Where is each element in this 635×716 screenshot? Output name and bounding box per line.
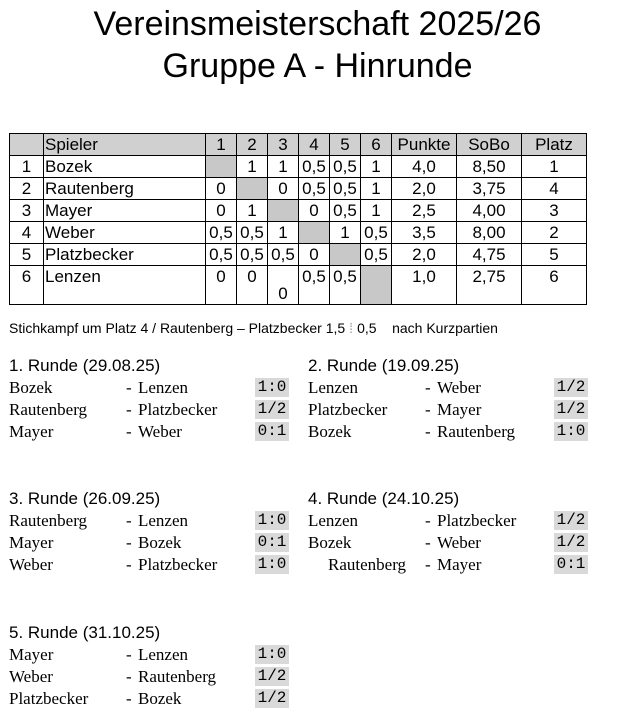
dash: - xyxy=(126,667,132,686)
game-row xyxy=(308,421,586,443)
player-white: Weber xyxy=(9,555,53,574)
result-cell: 0,5 xyxy=(361,222,392,244)
player-name: Lenzen xyxy=(44,266,206,305)
sobo-cell: 8,50 xyxy=(457,156,522,178)
row-number: 6 xyxy=(10,266,44,305)
player-white: Rautenberg xyxy=(328,555,407,574)
player-black: Lenzen xyxy=(138,511,189,530)
game-result: 0:1 xyxy=(554,555,588,574)
dash: - xyxy=(425,378,431,397)
player-white: Mayer xyxy=(9,533,54,552)
game-result: 1:0 xyxy=(255,511,289,530)
sobo-cell: 4,75 xyxy=(457,244,522,266)
player-white: Platzbecker xyxy=(308,400,388,419)
sobo-cell: 2,75 xyxy=(457,266,522,305)
game-result: 0:1 xyxy=(255,422,289,441)
game-result: 1/2 xyxy=(554,511,588,530)
punkte-cell: 1,0 xyxy=(392,266,457,305)
game-result: 1/2 xyxy=(554,378,588,397)
dash: - xyxy=(425,400,431,419)
round-title: 3. Runde (26.09.25) xyxy=(9,489,161,508)
round-2 xyxy=(308,355,586,443)
result-cell: 0,5 xyxy=(299,156,330,178)
table-row xyxy=(10,222,587,244)
player-white: Mayer xyxy=(9,645,54,664)
punkte-cell: 2,5 xyxy=(392,200,457,222)
player-white: Bozek xyxy=(9,378,53,397)
player-white: Rautenberg xyxy=(9,511,88,530)
game-result: 1:0 xyxy=(255,645,289,664)
result-cell: 0,5 xyxy=(237,222,268,244)
table-row xyxy=(10,178,587,200)
game-row xyxy=(308,554,586,576)
player-black: Weber xyxy=(437,378,481,397)
player-white: Weber xyxy=(9,667,53,686)
result-cell: 0 xyxy=(206,266,237,305)
row-number: 5 xyxy=(10,244,44,266)
self-cell xyxy=(206,156,237,178)
player-black: Weber xyxy=(138,422,182,441)
game-row xyxy=(9,421,287,443)
result-cell: 0,5 xyxy=(299,178,330,200)
round-title: 4. Runde (24.10.25) xyxy=(308,489,460,508)
dash: - xyxy=(126,378,132,397)
header-cell-punkte: Punkte xyxy=(392,134,457,156)
game-row xyxy=(9,666,287,688)
result-cell xyxy=(268,266,299,305)
game-row xyxy=(9,554,287,576)
round-title: 2. Runde (19.09.25) xyxy=(308,356,460,375)
header-cell: 6 xyxy=(361,134,392,156)
player-name: Platzbecker xyxy=(44,244,206,266)
sobo-cell: 4,00 xyxy=(457,200,522,222)
self-cell xyxy=(299,222,330,244)
self-cell xyxy=(237,178,268,200)
dash: - xyxy=(425,555,431,574)
result-cell: 0,5 xyxy=(361,244,392,266)
player-name: Mayer xyxy=(44,200,206,222)
dash: - xyxy=(126,555,132,574)
header-cell: 4 xyxy=(299,134,330,156)
table-row xyxy=(10,244,587,266)
game-row xyxy=(308,399,586,421)
round-3 xyxy=(9,488,287,576)
platz-cell: 4 xyxy=(522,178,587,200)
header-cell-platz: Platz xyxy=(522,134,587,156)
punkte-cell: 2,0 xyxy=(392,178,457,200)
player-white: Bozek xyxy=(308,422,352,441)
game-row xyxy=(308,377,586,399)
dash: - xyxy=(126,689,132,708)
game-result: 0:1 xyxy=(255,533,289,552)
round-4 xyxy=(308,488,586,576)
result-cell: 0 xyxy=(206,178,237,200)
table-header-row xyxy=(10,134,587,156)
stichkampf-separator: ⁞ xyxy=(349,320,354,336)
result-cell: 0,5 xyxy=(330,156,361,178)
stichkampf-suffix: nach Kurzpartien xyxy=(392,320,498,336)
game-result: 1:0 xyxy=(554,422,588,441)
player-white: Lenzen xyxy=(308,511,359,530)
result-cell: 0 xyxy=(299,200,330,222)
punkte-cell: 2,0 xyxy=(392,244,457,266)
header-cell: 3 xyxy=(268,134,299,156)
table-row xyxy=(10,156,587,178)
player-black: Lenzen xyxy=(138,378,189,397)
result-cell: 0,5 xyxy=(206,222,237,244)
game-row xyxy=(9,399,287,421)
dash: - xyxy=(425,533,431,552)
header-cell-sobo: SoBo xyxy=(457,134,522,156)
header-cell: 1 xyxy=(206,134,237,156)
sobo-cell: 3,75 xyxy=(457,178,522,200)
player-black: Rautenberg xyxy=(138,667,217,686)
dash: - xyxy=(126,422,132,441)
page-title: Vereinsmeisterschaft 2025/26 xyxy=(93,5,542,43)
result-cell: 0 xyxy=(237,266,268,305)
punkte-cell: 3,5 xyxy=(392,222,457,244)
platz-cell: 3 xyxy=(522,200,587,222)
stichkampf-score: 0,5 xyxy=(357,320,377,336)
standings-table xyxy=(9,133,587,305)
game-row xyxy=(9,644,287,666)
table-row xyxy=(10,266,587,305)
platz-cell: 2 xyxy=(522,222,587,244)
result-value: 0 xyxy=(278,284,288,303)
game-row xyxy=(308,532,586,554)
game-result: 1:0 xyxy=(255,378,289,397)
player-name: Rautenberg xyxy=(44,178,206,200)
game-result: 1/2 xyxy=(554,533,588,552)
game-result: 1/2 xyxy=(255,400,289,419)
sobo-cell: 8,00 xyxy=(457,222,522,244)
game-result: 1/2 xyxy=(554,400,588,419)
result-cell: 0,5 xyxy=(330,200,361,222)
result-cell: 0,5 xyxy=(299,266,330,305)
self-cell xyxy=(330,244,361,266)
platz-cell: 1 xyxy=(522,156,587,178)
table-row xyxy=(10,200,587,222)
result-cell: 0,5 xyxy=(206,244,237,266)
header-cell: 5 xyxy=(330,134,361,156)
result-cell: 0,5 xyxy=(268,244,299,266)
game-result: 1:0 xyxy=(255,555,289,574)
round-1 xyxy=(9,355,287,443)
player-black: Platzbecker xyxy=(138,555,218,574)
game-row xyxy=(9,510,287,532)
result-cell: 1 xyxy=(361,156,392,178)
round-5 xyxy=(9,622,287,710)
dash: - xyxy=(126,533,132,552)
player-black: Rautenberg xyxy=(437,422,516,441)
game-result: 1/2 xyxy=(255,667,289,686)
result-cell: 1 xyxy=(330,222,361,244)
header-cell-spieler: Spieler xyxy=(44,134,206,156)
header-cell xyxy=(10,134,44,156)
dash: - xyxy=(126,400,132,419)
result-cell: 1 xyxy=(361,178,392,200)
player-name: Weber xyxy=(44,222,206,244)
page-subtitle: Gruppe A - Hinrunde xyxy=(162,47,473,85)
result-cell: 1 xyxy=(237,156,268,178)
round-title: 1. Runde (29.08.25) xyxy=(9,356,161,375)
result-cell: 0 xyxy=(206,200,237,222)
header-cell: 2 xyxy=(237,134,268,156)
punkte-cell: 4,0 xyxy=(392,156,457,178)
result-cell: 1 xyxy=(361,200,392,222)
stichkampf-text: Stichkampf um Platz 4 / Rautenberg – Platzbecker 1,5 xyxy=(9,320,346,336)
player-black: Platzbecker xyxy=(138,400,218,419)
row-number: 4 xyxy=(10,222,44,244)
player-white: Rautenberg xyxy=(9,400,88,419)
dash: - xyxy=(126,511,132,530)
round-title: 5. Runde (31.10.25) xyxy=(9,623,161,642)
game-row xyxy=(9,688,287,710)
self-cell xyxy=(268,200,299,222)
row-number: 3 xyxy=(10,200,44,222)
player-black: Mayer xyxy=(437,400,482,419)
game-row xyxy=(308,510,586,532)
platz-cell: 5 xyxy=(522,244,587,266)
result-cell: 0 xyxy=(299,244,330,266)
row-number: 2 xyxy=(10,178,44,200)
player-name: Bozek xyxy=(44,156,206,178)
player-white: Mayer xyxy=(9,422,54,441)
player-white: Lenzen xyxy=(308,378,359,397)
result-cell: 1 xyxy=(268,156,299,178)
row-number: 1 xyxy=(10,156,44,178)
player-black: Weber xyxy=(437,533,481,552)
self-cell xyxy=(361,266,392,305)
result-cell: 0 xyxy=(268,178,299,200)
result-cell: 0,5 xyxy=(237,244,268,266)
player-black: Lenzen xyxy=(138,645,189,664)
player-black: Platzbecker xyxy=(437,511,517,530)
game-row xyxy=(9,377,287,399)
result-cell: 0,5 xyxy=(330,178,361,200)
dash: - xyxy=(126,645,132,664)
platz-cell: 6 xyxy=(522,266,587,305)
player-black: Bozek xyxy=(138,533,182,552)
dash: - xyxy=(425,422,431,441)
game-result: 1/2 xyxy=(255,689,289,708)
result-cell: 1 xyxy=(268,222,299,244)
player-black: Bozek xyxy=(138,689,182,708)
player-white: Platzbecker xyxy=(9,689,89,708)
player-black: Mayer xyxy=(437,555,482,574)
dash: - xyxy=(425,511,431,530)
game-row xyxy=(9,532,287,554)
result-cell: 0,5 xyxy=(330,266,361,305)
result-cell: 1 xyxy=(237,200,268,222)
player-white: Bozek xyxy=(308,533,352,552)
stichkampf-note xyxy=(9,320,498,336)
